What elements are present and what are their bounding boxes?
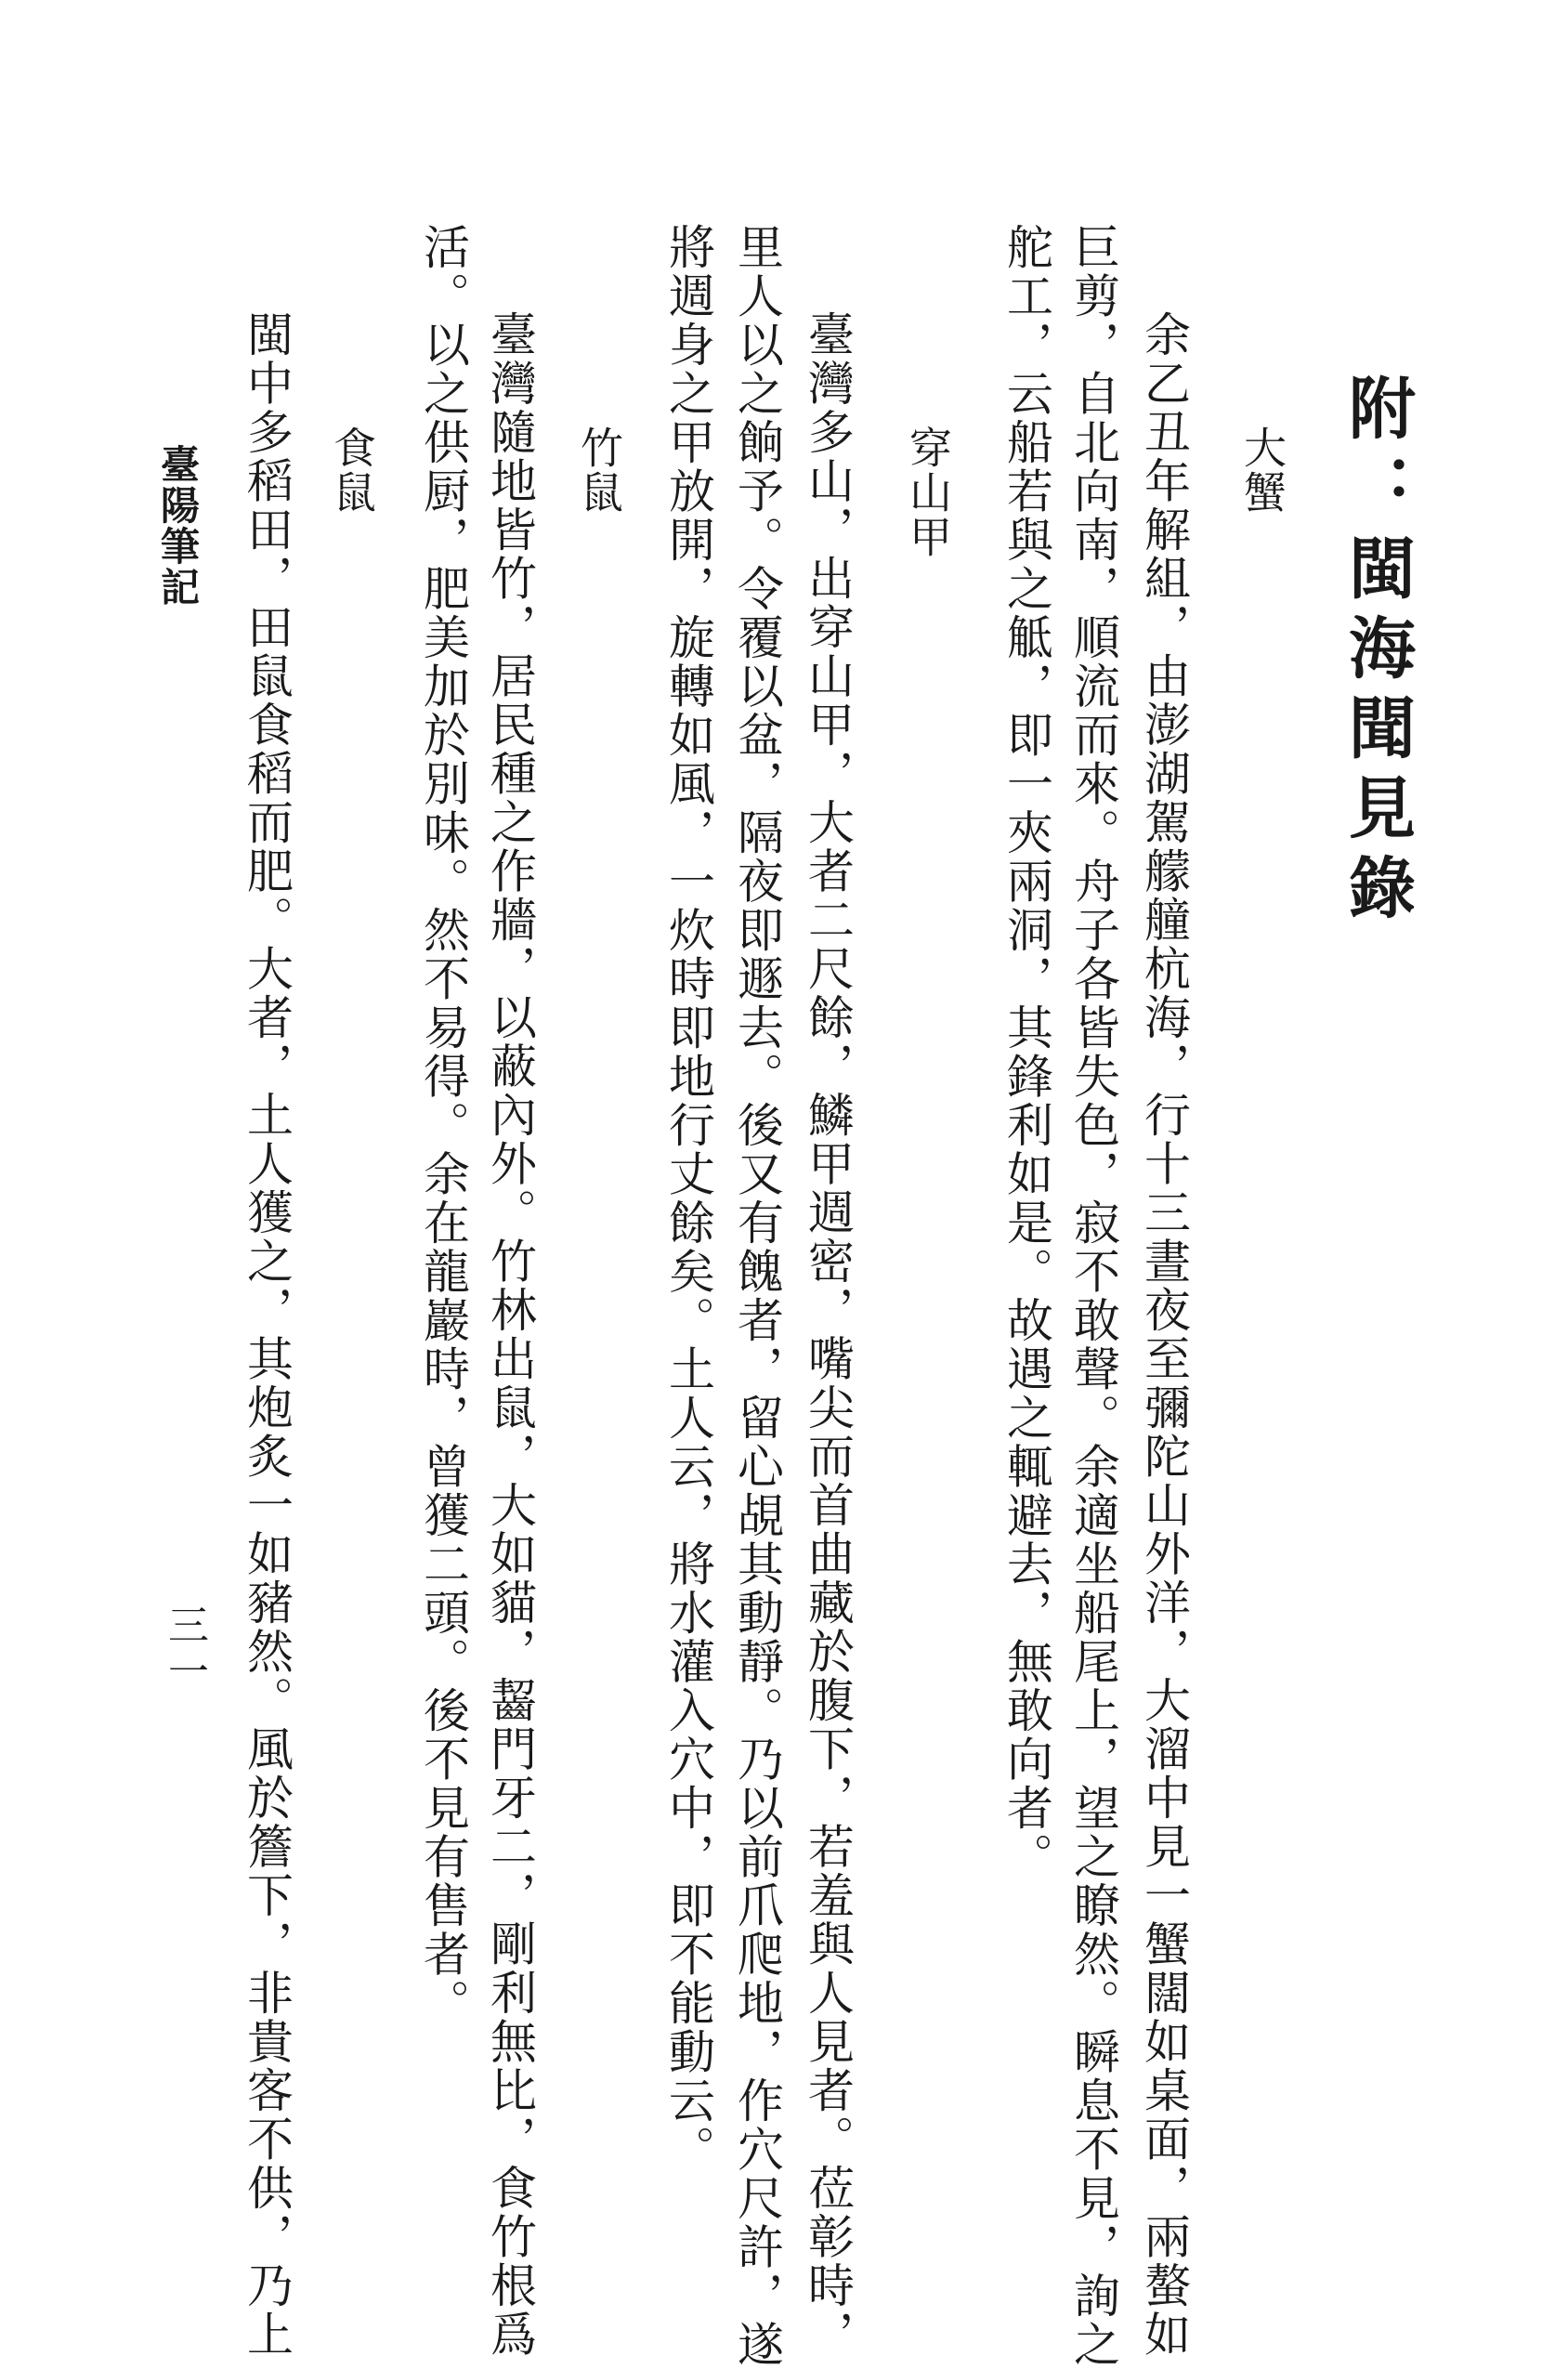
section-heading: 竹鼠 <box>574 425 624 515</box>
text-line: 余乙丑年解組，由澎湖駕艨艟杭海，行十三晝夜至彌陀山外洋，大溜中見一蟹闊如桌面，兩螯如 <box>1137 310 1191 2359</box>
page-number: 三一 <box>161 1603 208 1696</box>
section-heading: 食鼠 <box>327 425 377 515</box>
section-heading: 大蟹 <box>1237 425 1287 515</box>
text-line: 舵工，云船若與之觝，即一夾兩洞，其鋒利如是。故遇之輒避去，無敢向者。 <box>1000 223 1053 1881</box>
page-title: 附：閩海聞見錄 <box>1338 373 1417 933</box>
text-line: 閩中多稻田，田鼠食稻而肥。大者，土人獲之，其炮炙一如豬然。風於簷下，非貴客不供，乃上 <box>240 310 294 2359</box>
text-line: 臺灣隨地皆竹，居民種之作牆，以蔽內外。竹林出鼠，大如貓，齧門牙二，剛利無比，食竹根爲 <box>483 310 537 2359</box>
text-line: 將週身之甲放開，旋轉如風，一炊時即地行丈餘矣。土人云，將水灌入穴中，即不能動云。 <box>661 223 715 2174</box>
text-line: 臺灣多山，出穿山甲，大者二尺餘，鱗甲週密，嘴尖而首曲藏於腹下，若羞與人見者。莅彰時， <box>801 310 855 2359</box>
section-heading: 穿山甲 <box>903 425 953 559</box>
text-line: 里人以之餉予。令覆以盆，隔夜即遯去。後又有餽者，留心覘其動靜。乃以前爪爬地，作穴尺許，遂 <box>730 223 784 2369</box>
text-line: 巨剪，自北向南，順流而來。舟子各皆失色，寂不敢聲。余適坐船尾上，望之瞭然。瞬息不見，詢之 <box>1066 223 1120 2369</box>
text-line: 活。以之供厨，肥美加於別味。然不易得。余在龍巖時，曾獲二頭。後不見有售者。 <box>416 223 470 2028</box>
running-title: 臺陽筆記 <box>155 444 201 608</box>
